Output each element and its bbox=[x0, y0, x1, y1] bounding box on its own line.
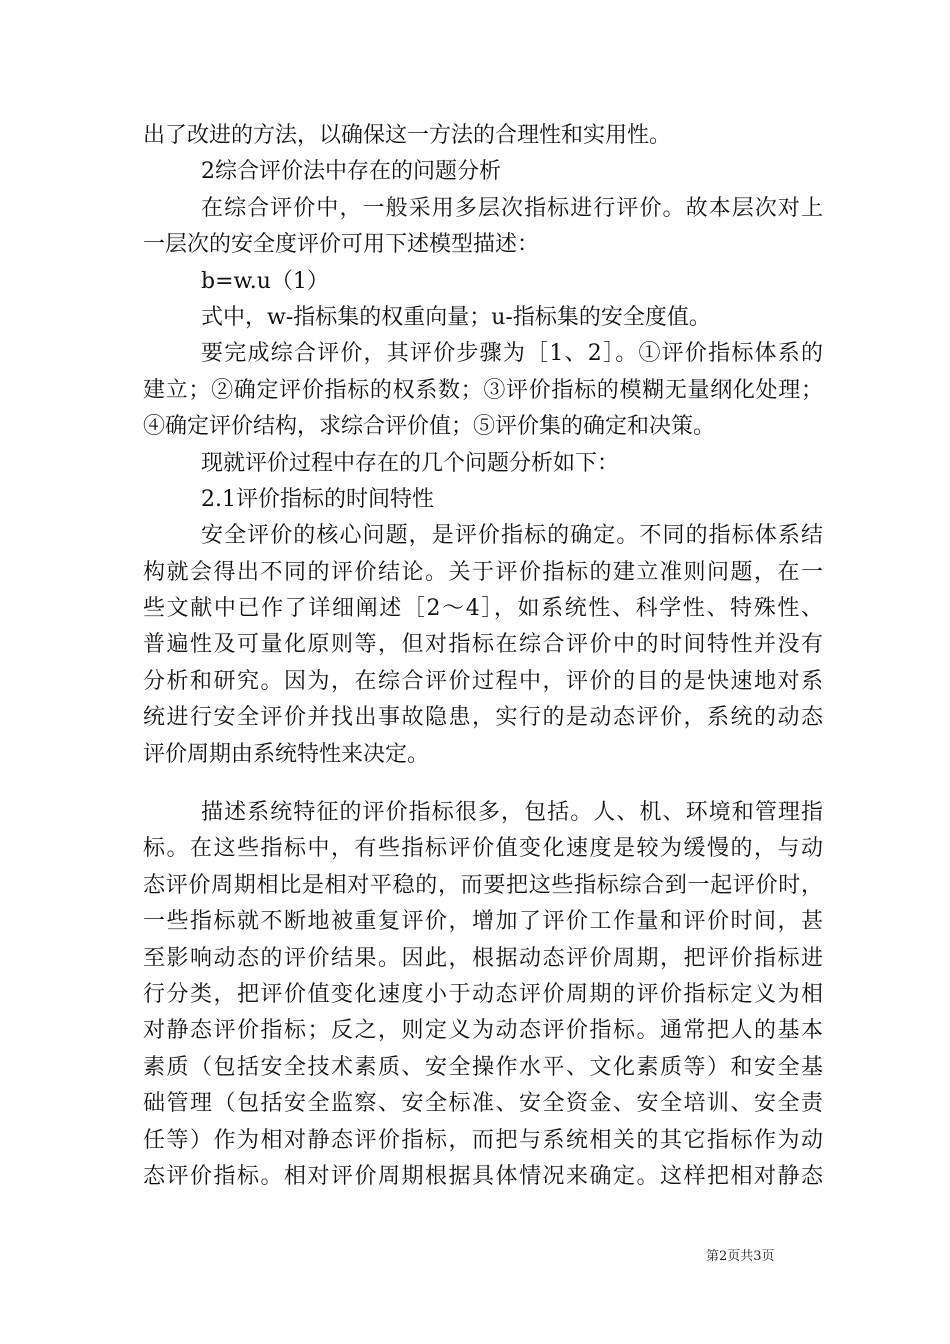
text-line: 建立；②确定评价指标的权系数；③评价指标的模糊无量纲化处理； bbox=[143, 377, 823, 403]
text-line: 一些指标就不断地被重复评价，增加了评价工作量和评价时间，甚 bbox=[143, 909, 823, 935]
text-line: 标。在这些指标中，有些指标评价值变化速度是较为缓慢的，与动 bbox=[143, 836, 823, 862]
text-line: 统进行安全评价并找出事故隐患，实行的是动态评价，系统的动态 bbox=[143, 705, 823, 731]
text-line: 评价周期由系统特性来决定。 bbox=[143, 741, 430, 767]
text-line: 态评价周期相比是相对平稳的，而要把这些指标综合到一起评价时， bbox=[143, 872, 823, 898]
text-line: 在综合评价中，一般采用多层次指标进行评价。故本层次对上 bbox=[201, 195, 823, 221]
text-line: 普遍性及可量化原则等，但对指标在综合评价中的时间特性并没有 bbox=[143, 632, 823, 658]
text-line: 对静态评价指标；反之，则定义为动态评价指标。通常把人的基本 bbox=[143, 1018, 823, 1044]
text-line: 至影响动态的评价结果。因此，根据动态评价周期，把评价指标进 bbox=[143, 945, 823, 971]
paragraph bbox=[143, 795, 823, 1195]
paragraph bbox=[143, 518, 823, 773]
text-line: 要完成综合评价，其评价步骤为［1、2］。①评价指标体系的 bbox=[201, 341, 823, 367]
text-line: 现就评价过程中存在的几个问题分析如下： bbox=[201, 450, 620, 476]
text-line: 安全评价的核心问题，是评价指标的确定。不同的指标体系结 bbox=[201, 523, 823, 549]
paragraph-spacer bbox=[143, 773, 823, 795]
text-line: b=w.u（1） bbox=[201, 268, 329, 294]
page-number: 第2页共3页 bbox=[706, 1249, 775, 1264]
text-line: 出了改进的方法，以确保这一方法的合理性和实用性。 bbox=[143, 123, 672, 148]
text-line: 任等）作为相对静态评价指标，而把与系统相关的其它指标作为动 bbox=[143, 1127, 823, 1153]
text-line: 式中，w-指标集的权重向量；u-指标集的安全度值。 bbox=[201, 304, 711, 330]
text-line: 一层次的安全度评价可用下述模型描述： bbox=[143, 232, 540, 258]
paragraph bbox=[143, 191, 823, 264]
document-body bbox=[143, 118, 823, 1195]
text-line: 2综合评价法中存在的问题分析 bbox=[201, 159, 501, 185]
section-heading bbox=[143, 154, 823, 190]
text-line: 素质（包括安全技术素质、安全操作水平、文化素质等）和安全基 bbox=[143, 1054, 823, 1080]
text-line: 描述系统特征的评价指标很多，包括。人、机、环境和管理指 bbox=[201, 800, 823, 826]
text-line: 行分类，把评价值变化速度小于动态评价周期的评价指标定义为相 bbox=[143, 981, 823, 1007]
formula bbox=[143, 264, 823, 300]
text-line: ④确定评价结构，求综合评价值；⑤评价集的确定和决策。 bbox=[143, 414, 716, 440]
paragraph bbox=[143, 118, 823, 154]
text-line: 态评价指标。相对评价周期根据具体情况来确定。这样把相对静态 bbox=[143, 1163, 823, 1189]
text-line: 础管理（包括安全监察、安全标准、安全资金、安全培训、安全责 bbox=[143, 1091, 823, 1117]
text-line: 些文献中已作了详细阐述［2～4］，如系统性、科学性、特殊性、 bbox=[143, 596, 823, 622]
text-line: 分析和研究。因为，在综合评价过程中，评价的目的是快速地对系 bbox=[143, 668, 823, 694]
text-line: 构就会得出不同的评价结论。关于评价指标的建立准则问题，在一 bbox=[143, 559, 823, 585]
paragraph bbox=[143, 446, 823, 482]
paragraph bbox=[143, 300, 823, 336]
paragraph bbox=[143, 336, 823, 445]
subsection-heading bbox=[143, 482, 823, 518]
text-line: 2.1评价指标的时间特性 bbox=[201, 486, 434, 512]
